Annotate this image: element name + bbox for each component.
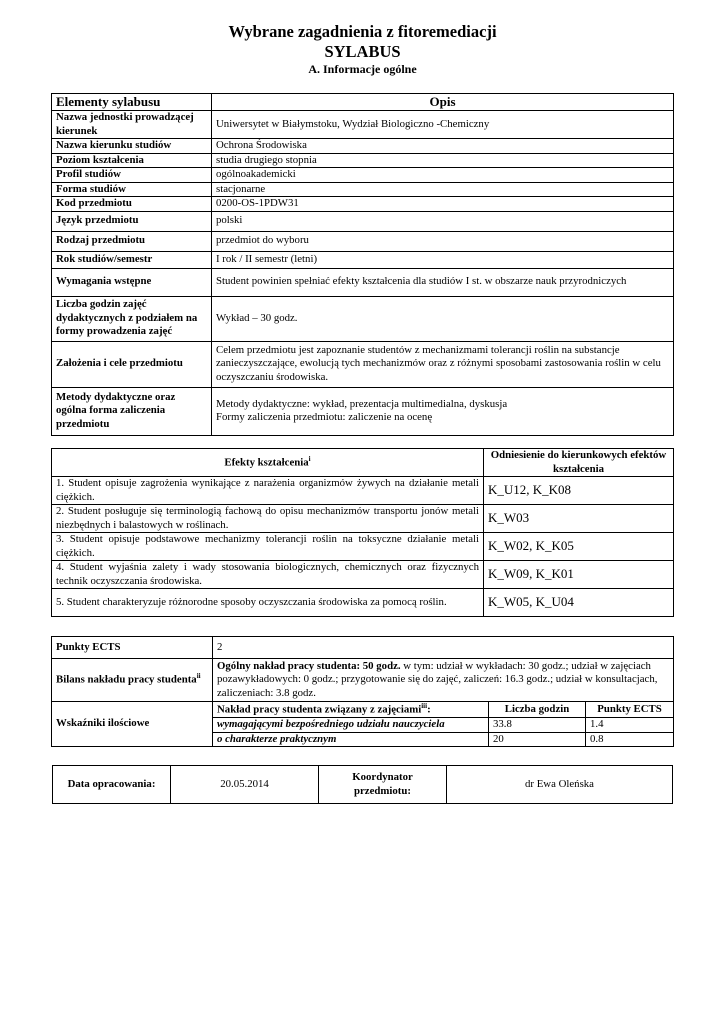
document-subtitle: SYLABUS bbox=[324, 42, 401, 61]
effects-col-header bbox=[52, 449, 484, 477]
indicators-header-text: Nakład pracy studenta związany z zajęciami bbox=[217, 703, 422, 716]
info-label: Rodzaj przedmiotu bbox=[52, 231, 212, 251]
effect-description: 3. Student opisuje podstawowe mechanizmy tolerancji roślin na toksyczne działanie metali ciężkich. bbox=[52, 533, 484, 561]
date-value: 20.05.2014 bbox=[171, 766, 319, 804]
workload-breakdown: w tym: udział w wykładach: 30 godz.; udział w zajęciach pozawykładowych: 0 godz.; przygotowanie się do zajęć, zaliczeń: 16.3 godz.; udział w konsultacjach, zaliczeniach: 3.8 godz. bbox=[217, 659, 658, 699]
info-label: Język przedmiotu bbox=[52, 211, 212, 231]
indicator-label: o charakterze praktycznym bbox=[213, 732, 489, 746]
info-value: Student powinien spełniać efekty kształcenia dla studiów I st. w obszarze nauk przyrodniczych bbox=[212, 268, 674, 296]
indicator-hours: 33.8 bbox=[489, 718, 586, 732]
info-value: ogólnoakademicki bbox=[212, 168, 674, 182]
info-value: Ochrona Środowiska bbox=[212, 139, 674, 153]
ects-points-value: 2 bbox=[213, 637, 674, 659]
hours-header: Liczba godzin bbox=[489, 702, 586, 718]
ects-points-label: Punkty ECTS bbox=[52, 637, 213, 659]
indicators-header-colon: : bbox=[427, 703, 431, 716]
date-label: Data opracowania: bbox=[53, 766, 171, 804]
ects-header: Punkty ECTS bbox=[586, 702, 674, 718]
info-value: Uniwersytet w Białymstoku, Wydział Biologiczno -Chemiczny bbox=[212, 111, 674, 139]
workload-total: Ogólny nakład pracy studenta: 50 godz. bbox=[217, 659, 401, 672]
info-label: Liczba godzin zajęć dydaktycznych z podziałem na formy prowadzenia zajęć bbox=[52, 296, 212, 341]
info-value: polski bbox=[212, 211, 674, 231]
info-col-header-elements: Elementy sylabusu bbox=[52, 94, 212, 111]
effect-reference: K_W02, K_K05 bbox=[484, 533, 674, 561]
workload-balance-value bbox=[213, 659, 674, 702]
info-label: Poziom kształcenia bbox=[52, 153, 212, 167]
workload-balance-label-text: Bilans nakładu pracy studenta bbox=[56, 674, 197, 687]
info-value-methods: Metody dydaktyczne: wykład, prezentacja multimedialna, dyskusja bbox=[216, 397, 508, 410]
info-label: Wymagania wstępne bbox=[52, 268, 212, 296]
info-label: Metody dydaktyczne oraz ogólna forma zaliczenia przedmiotu bbox=[52, 387, 212, 435]
section-heading: A. Informacje ogólne bbox=[308, 62, 417, 76]
info-value: I rok / II semestr (letni) bbox=[212, 251, 674, 268]
effect-description: 1. Student opisuje zagrożenia wynikające z narażenia organizmów żywych na działanie metali ciężkich. bbox=[52, 477, 484, 505]
indicators-header bbox=[213, 702, 489, 718]
info-value bbox=[212, 387, 674, 435]
footnote-marker: ii bbox=[196, 672, 201, 681]
document-title: Wybrane zagadnienia z fitoremediacji bbox=[228, 22, 497, 41]
info-value: Wykład – 30 godz. bbox=[212, 296, 674, 341]
indicator-points: 0.8 bbox=[586, 732, 674, 746]
effect-reference: K_W03 bbox=[484, 505, 674, 533]
footnote-marker: i bbox=[308, 454, 311, 463]
info-label: Rok studiów/semestr bbox=[52, 251, 212, 268]
info-table bbox=[51, 93, 674, 436]
ects-table bbox=[51, 636, 674, 747]
info-label: Założenia i cele przedmiotu bbox=[52, 341, 212, 387]
effect-description: 2. Student posługuje się terminologią fachową do opisu mechanizmów transportu jonów metali niezbędnych i balastowych w roślinach. bbox=[52, 505, 484, 533]
info-label: Profil studiów bbox=[52, 168, 212, 182]
info-value: stacjonarne bbox=[212, 182, 674, 196]
footer-table bbox=[52, 765, 673, 804]
info-value-assessment: Formy zaliczenia przedmiotu: zaliczenie na ocenę bbox=[216, 411, 433, 424]
info-label: Kod przedmiotu bbox=[52, 197, 212, 211]
effect-description: 4. Student wyjaśnia zalety i wady stosowania biologicznych, chemicznych oraz fizycznych technik oczyszczania środowiska. bbox=[52, 561, 484, 589]
effects-ref-col-header: Odniesienie do kierunkowych efektów kształcenia bbox=[484, 449, 674, 477]
info-value: studia drugiego stopnia bbox=[212, 153, 674, 167]
info-value: Celem przedmiotu jest zapoznanie studentów z mechanizmami tolerancji roślin na substancje zanieczyszczające, ewolucją tych mechanizmów oraz z różnymi sposobami zastosowania roślin w celu oczyszczaniu środowiska. bbox=[212, 341, 674, 387]
info-value: 0200-OS-1PDW31 bbox=[212, 197, 674, 211]
footnote-marker: iii bbox=[421, 702, 428, 710]
info-value: przedmiot do wyboru bbox=[212, 231, 674, 251]
effect-description: 5. Student charakteryzuje różnorodne sposoby oczyszczania środowiska za pomocą roślin. bbox=[52, 589, 484, 617]
info-col-header-description: Opis bbox=[212, 94, 674, 111]
effect-reference: K_W09, K_K01 bbox=[484, 561, 674, 589]
coordinator-value: dr Ewa Oleńska bbox=[447, 766, 673, 804]
indicator-points: 1.4 bbox=[586, 718, 674, 732]
effects-col-header-text: Efekty kształcenia bbox=[224, 456, 309, 469]
effect-reference: K_W05, K_U04 bbox=[484, 589, 674, 617]
indicator-hours: 20 bbox=[489, 732, 586, 746]
info-label: Forma studiów bbox=[52, 182, 212, 196]
info-label: Nazwa kierunku studiów bbox=[52, 139, 212, 153]
effect-reference: K_U12, K_K08 bbox=[484, 477, 674, 505]
effects-table bbox=[51, 448, 674, 617]
quantitative-indicators-label: Wskaźniki ilościowe bbox=[52, 702, 213, 747]
workload-balance-label bbox=[52, 659, 213, 702]
indicator-label: wymagającymi bezpośredniego udziału nauczyciela bbox=[213, 718, 489, 732]
info-label: Nazwa jednostki prowadzącej kierunek bbox=[52, 111, 212, 139]
coordinator-label: Koordynator przedmiotu: bbox=[319, 766, 447, 804]
